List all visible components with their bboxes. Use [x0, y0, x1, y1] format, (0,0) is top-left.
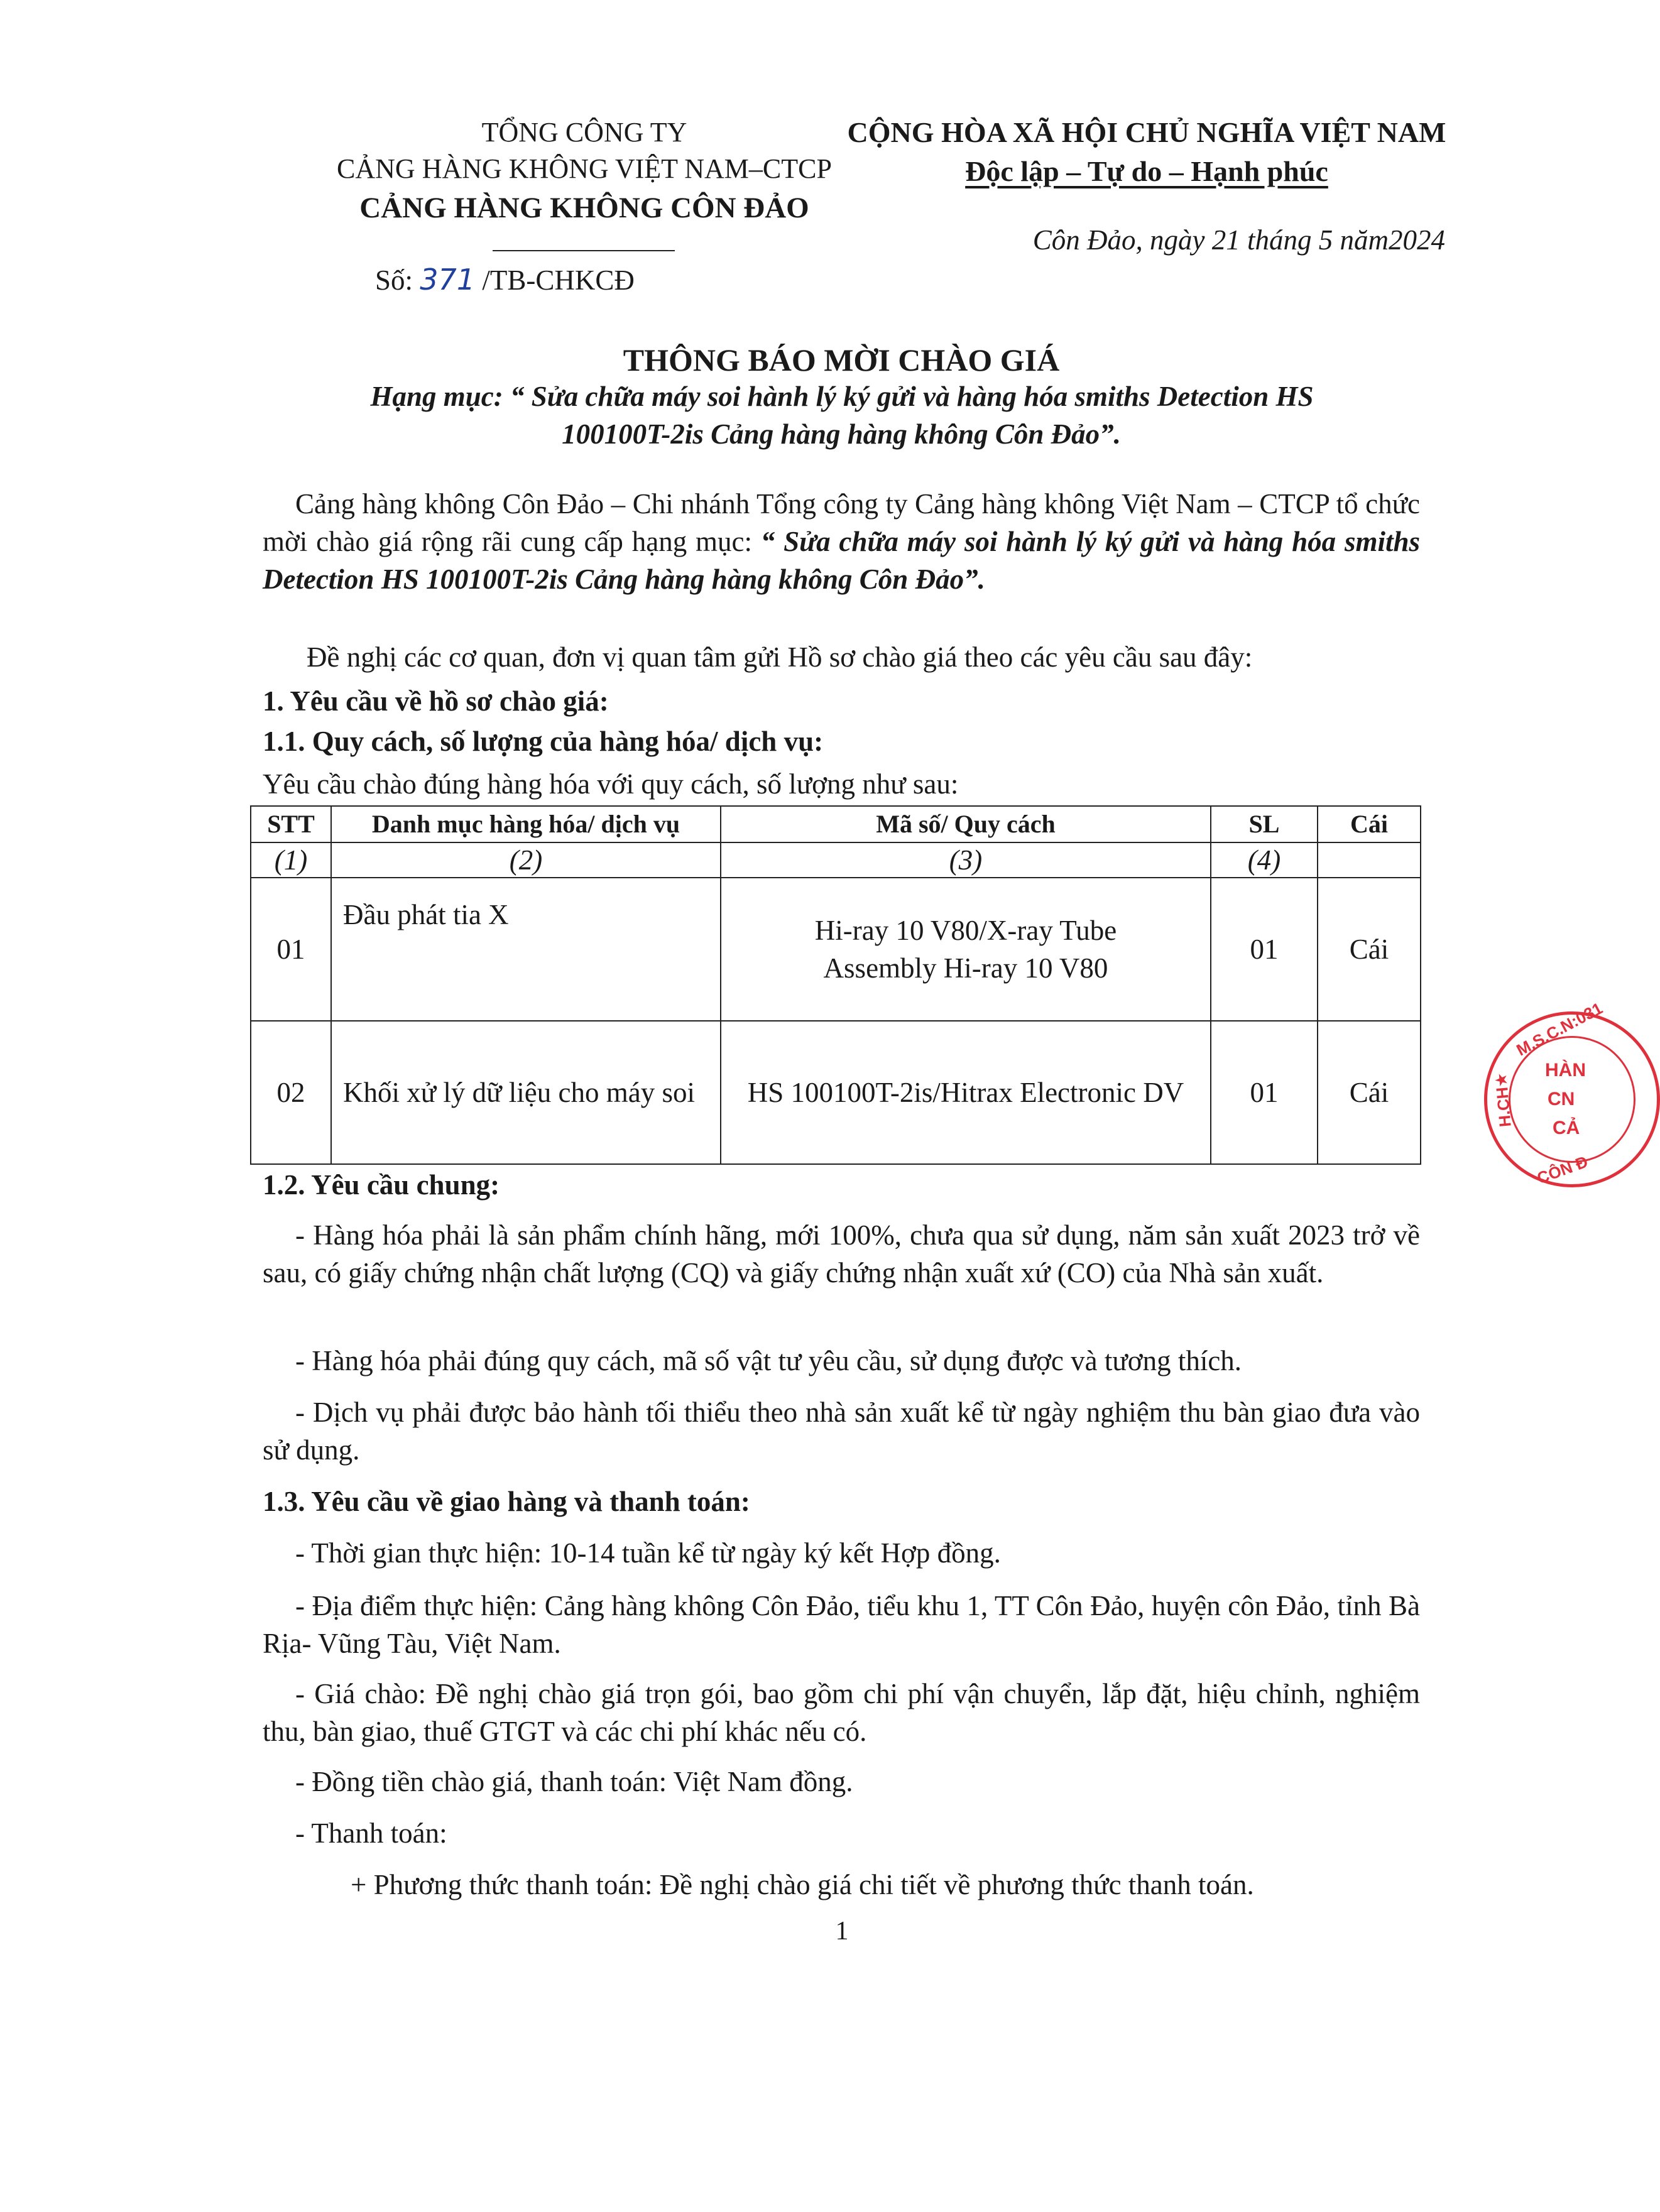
- org-underline: [493, 250, 675, 251]
- header-item: Danh mục hàng hóa/ dịch vụ: [331, 806, 721, 842]
- document-number-prefix: Số:: [375, 264, 413, 296]
- cell-unit: Cái: [1318, 878, 1421, 1021]
- stamp-inner-1: HÀN: [1545, 1060, 1586, 1081]
- cell-item: Khối xử lý dữ liệu cho máy soi: [331, 1021, 721, 1164]
- general-requirement-3: - Dịch vụ phải được bảo hành tối thiểu theo nhà sản xuất kể từ ngày nghiệm thu bàn giao đưa vào sử dụng.: [263, 1397, 1420, 1466]
- intro-item-name: “ Sửa chữa máy soi hành lý ký gửi và hàng hóa smiths Detection HS 100100T-2is Cảng hàng hàng không Côn Đảo”.: [263, 526, 1421, 595]
- header-stt: STT: [251, 806, 331, 842]
- section-1-2-heading: 1.2. Yêu cầu chung:: [263, 1169, 500, 1201]
- header-qty: SL: [1211, 806, 1318, 842]
- table-header-row: [251, 806, 1421, 842]
- table-intro: Yêu cầu chào đúng hàng hóa với quy cách, số lượng như sau:: [263, 768, 959, 800]
- stamp-inner-3: CẢ: [1553, 1118, 1580, 1138]
- document-subtitle-2: 100100T-2is Cảng hàng hàng không Côn Đảo”.: [562, 418, 1121, 450]
- stamp-text-side: H.CH★: [1491, 1071, 1515, 1128]
- national-motto: CỘNG HÒA XÃ HỘI CHỦ NGHĨA VIỆT NAM: [847, 116, 1446, 148]
- document-number: [375, 259, 752, 301]
- cell-spec: Hi-ray 10 V80/X-ray Tube Assembly Hi-ray 10 V80: [721, 878, 1211, 1021]
- document-title: THÔNG BÁO MỜI CHÀO GIÁ: [623, 342, 1060, 378]
- org-name: CẢNG HÀNG KHÔNG CÔN ĐẢO: [359, 192, 809, 224]
- cell-stt: 01: [251, 878, 331, 1021]
- general-requirement-1: - Hàng hóa phải là sản phẩm chính hãng, mới 100%, chưa qua sử dụng, năm sản xuất 2023 trở về sau, có giấy chứng nhận chất lượng (CQ) và giấy chứng nhận xuất xứ (CO) của Nhà sản xuất.: [263, 1219, 1420, 1289]
- section-1-heading: 1. Yêu cầu về hồ sơ chào giá:: [263, 685, 609, 717]
- document-subtitle-1: Hạng mục: “ Sửa chữa máy soi hành lý ký gửi và hàng hóa smiths Detection HS: [370, 381, 1314, 412]
- cell-qty: 01: [1211, 1021, 1318, 1164]
- stamp-text-bottom: CÔN Đ: [1534, 1152, 1591, 1188]
- org-parent-line2: CẢNG HÀNG KHÔNG VIỆT NAM–CTCP: [337, 153, 832, 184]
- payment-method: + Phương thức thanh toán: Đề nghị chào giá chi tiết về phương thức thanh toán.: [351, 1869, 1254, 1900]
- header-unit: Cái: [1318, 806, 1421, 842]
- cell-unit: Cái: [1318, 1021, 1421, 1164]
- request-line: Đề nghị các cơ quan, đơn vị quan tâm gửi Hồ sơ chào giá theo các yêu cầu sau đây:: [307, 641, 1253, 673]
- document-number-value: 371: [420, 263, 476, 297]
- org-parent-line1: TỔNG CÔNG TY: [481, 117, 687, 148]
- intro-text: Cảng hàng không Côn Đảo – Chi nhánh Tổng công ty Cảng hàng không Việt Nam – CTCP tổ chức mời chào giá rộng rãi cung cấp hạng mục:: [263, 488, 1420, 557]
- cell-stt: 02: [251, 1021, 331, 1164]
- numbering-cell: (3): [721, 842, 1211, 878]
- national-slogan: Độc lập – Tự do – Hạnh phúc: [965, 155, 1328, 187]
- national-header: [798, 113, 1495, 191]
- numbering-cell: (4): [1211, 842, 1318, 878]
- numbering-cell: (2): [331, 842, 721, 878]
- document-date: Côn Đảo, ngày 21 tháng 5 năm2024: [1032, 224, 1445, 256]
- table-row: [251, 878, 1421, 1021]
- section-1-3-heading: 1.3. Yêu cầu về giao hàng và thanh toán:: [263, 1486, 750, 1517]
- numbering-cell: (1): [251, 842, 331, 878]
- numbering-cell: [1318, 842, 1421, 878]
- document-number-suffix: /TB-CHKCĐ: [482, 264, 635, 296]
- cell-item-text: Đầu phát tia X: [343, 899, 509, 930]
- general-requirement-2: - Hàng hóa phải đúng quy cách, mã số vật tư yêu cầu, sử dụng được và tương thích.: [295, 1345, 1242, 1376]
- page-number: 1: [835, 1917, 849, 1946]
- stamp-text-top: M.S.C.N:031: [1513, 998, 1606, 1060]
- offer-price: - Giá chào: Đề nghị chào giá trọn gói, bao gồm chi phí vận chuyển, lắp đặt, hiệu chỉnh, nghiệm thu, bàn giao, thuế GTGT và các chi phí khác nếu có.: [263, 1678, 1420, 1747]
- goods-table: [250, 805, 1421, 1165]
- header-spec: Mã số/ Quy cách: [721, 806, 1211, 842]
- table-row: [251, 1021, 1421, 1164]
- payment-heading: - Thanh toán:: [295, 1817, 447, 1849]
- stamp-inner-2: CN: [1548, 1089, 1575, 1109]
- intro-paragraph: [263, 485, 1420, 598]
- table-numbering-row: [251, 842, 1421, 878]
- delivery-location: - Địa điểm thực hiện: Cảng hàng không Côn Đảo, tiểu khu 1, TT Côn Đảo, huyện côn Đảo, tỉnh Bà Rịa- Vũng Tàu, Việt Nam.: [263, 1590, 1420, 1659]
- section-1-1-heading: 1.1. Quy cách, số lượng của hàng hóa/ dịch vụ:: [263, 726, 824, 757]
- cell-qty: 01: [1211, 878, 1318, 1021]
- red-seal-stamp: [1484, 998, 1660, 1188]
- currency: - Đồng tiền chào giá, thanh toán: Việt Nam đồng.: [295, 1766, 853, 1797]
- cell-spec: HS 100100T-2is/Hitrax Electronic DV: [721, 1021, 1211, 1164]
- delivery-time: - Thời gian thực hiện: 10-14 tuần kể từ ngày ký kết Hợp đồng.: [295, 1537, 1001, 1569]
- cell-item: [331, 878, 721, 1021]
